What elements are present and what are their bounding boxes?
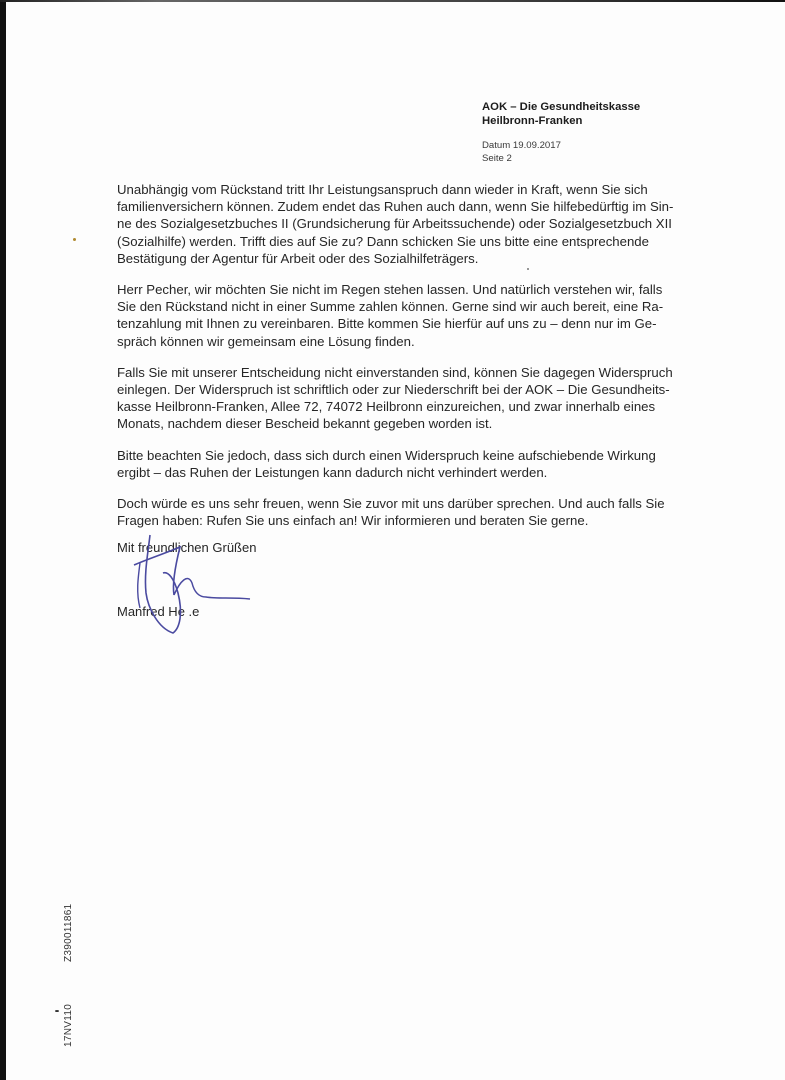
letter-meta [482, 140, 561, 165]
text-line: Monats, nachdem dieser Bescheid bekannt gegeben worden ist. [117, 416, 493, 432]
text-line: (Sozialhilfe) werden. Trifft dies auf Sie zu? Dann schicken Sie uns bitte eine entsprechende [117, 233, 649, 249]
paragraph-installment [117, 281, 727, 350]
text-line: Falls Sie mit unserer Entscheidung nicht einverstanden sind, können Sie dagegen Widerspruch [117, 364, 673, 380]
text-line: ne des Sozialgesetzbuches II (Grundsicherung für Arbeitssuchende) oder Sozialgesetzbuch XII [117, 216, 672, 232]
page-number: Seite 2 [482, 152, 512, 164]
margin-code-document-id: Z390011861 [63, 903, 74, 962]
sender-region: Heilbronn-Franken [482, 115, 583, 127]
handwritten-signature [128, 533, 253, 643]
scan-speck [73, 238, 76, 241]
text-line: tenzahlung mit Ihnen zu vereinbaren. Bitte kommen Sie hierfür auf uns zu – denn nur im Ge- [117, 316, 657, 332]
closing-salutation: Mit freundlichen Grüßen [117, 540, 257, 555]
sender-block [482, 100, 640, 128]
text-line: Herr Pecher, wir möchten Sie nicht im Regen stehen lassen. Und natürlich verstehen wir, falls [117, 282, 663, 298]
signatory-name: Manfred He .e [117, 604, 200, 619]
scan-speck [55, 1010, 59, 1012]
text-line: familienversichern können. Zudem endet das Ruhen auch dann, wenn Sie hilfebedürftig im Sin- [117, 199, 674, 215]
letter-body [117, 181, 727, 543]
text-line: Fragen haben: Rufen Sie uns einfach an! Wir informieren und beraten Sie gerne. [117, 513, 589, 529]
scan-edge-left [0, 0, 6, 1080]
text-line: ergibt – das Ruhen der Leistungen kann dadurch nicht verhindert werden. [117, 464, 548, 480]
paragraph-no-suspension [117, 447, 727, 481]
sender-name: AOK – Die Gesundheitskasse [482, 101, 641, 113]
text-line: kasse Heilbronn-Franken, Allee 72, 74072 Heilbronn einzureichen, und zwar innerhalb eines [117, 399, 656, 415]
paragraph-entitlement [117, 181, 727, 267]
text-line: einlegen. Der Widerspruch ist schriftlich oder zur Niederschrift bei der AOK – Die Gesundheits- [117, 382, 670, 398]
text-line: Unabhängig vom Rückstand tritt Ihr Leistungsanspruch dann wieder in Kraft, wenn Sie sich [117, 182, 648, 197]
text-line: Sie den Rückstand nicht in einer Summe zahlen können. Gerne sind wir auch bereit, eine Ra- [117, 299, 664, 315]
paragraph-contact [117, 495, 727, 529]
margin-code-form-id: 17NV110 [63, 1003, 74, 1047]
text-line: Bestätigung der Agentur für Arbeit oder des Sozialhilfeträgers. [117, 250, 479, 266]
text-line: Bitte beachten Sie jedoch, dass sich durch einen Widerspruch keine aufschiebende Wirkung [117, 447, 656, 463]
scan-edge-top [0, 0, 785, 2]
letter-date: Datum 19.09.2017 [482, 140, 561, 151]
scan-speck [527, 268, 529, 270]
paragraph-objection [117, 364, 727, 433]
text-line: Doch würde es uns sehr freuen, wenn Sie zuvor mit uns darüber sprechen. Und auch falls Sie [117, 496, 665, 512]
text-line: spräch können wir gemeinsam eine Lösung finden. [117, 333, 415, 349]
